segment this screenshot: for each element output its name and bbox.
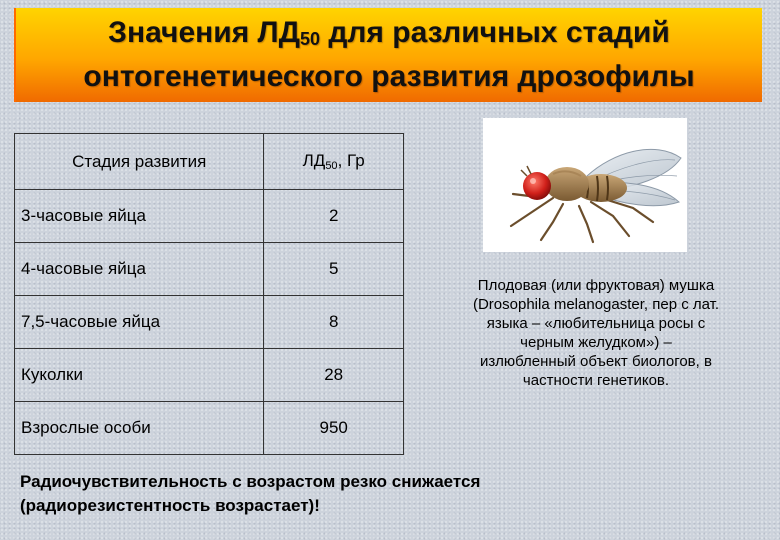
- header-ld-subscript: 50: [325, 160, 338, 172]
- stage-cell: Взрослые особи: [15, 402, 264, 455]
- stage-cell: 3-часовые яйца: [15, 190, 264, 243]
- value-cell: 950: [264, 402, 404, 455]
- title-banner: [14, 8, 762, 102]
- caption-line: (Drosophila melanogaster, пер с лат.: [472, 296, 720, 313]
- value-cell: 5: [264, 243, 404, 296]
- table-header-row: [15, 134, 404, 190]
- title-text-part: для различных стадий: [319, 16, 670, 49]
- table-row: [15, 296, 404, 349]
- value-cell: 8: [264, 296, 404, 349]
- caption-line: Плодовая (или фруктовая) мушка: [477, 277, 715, 294]
- caption-line: черным желудком») –: [520, 334, 672, 351]
- table-row: [15, 190, 404, 243]
- caption-line: языка – «любительница росы с: [486, 315, 706, 332]
- title-subscript: 50: [299, 29, 320, 49]
- fly-image: [483, 118, 687, 252]
- header-stage: Стадия развития: [15, 134, 264, 190]
- ld50-table: [14, 133, 404, 455]
- table-row: [15, 402, 404, 455]
- header-ld50: [264, 134, 404, 190]
- table-row: [15, 349, 404, 402]
- drosophila-fly-icon: [483, 118, 687, 252]
- value-cell: 2: [264, 190, 404, 243]
- table-row: [15, 243, 404, 296]
- value-cell: 28: [264, 349, 404, 402]
- title-line-1: [108, 14, 670, 58]
- title-line-2: онтогенетического развития дрозофилы: [83, 60, 695, 93]
- header-ld-text: ЛД: [302, 151, 326, 170]
- caption-line: излюбленный объект биологов, в: [480, 353, 712, 370]
- fly-caption: [424, 276, 768, 390]
- conclusion-text: [20, 470, 720, 518]
- conclusion-line: Радиочувствительность с возрастом резко снижается: [20, 472, 481, 491]
- conclusion-line: (радиорезистентность возрастает)!: [20, 496, 320, 515]
- caption-line: частности генетиков.: [522, 372, 670, 389]
- header-ld-unit: , Гр: [337, 151, 365, 170]
- stage-cell: 4-часовые яйца: [15, 243, 264, 296]
- stage-cell: 7,5-часовые яйца: [15, 296, 264, 349]
- stage-cell: Куколки: [15, 349, 264, 402]
- title-text-part: Значения ЛД: [108, 16, 300, 49]
